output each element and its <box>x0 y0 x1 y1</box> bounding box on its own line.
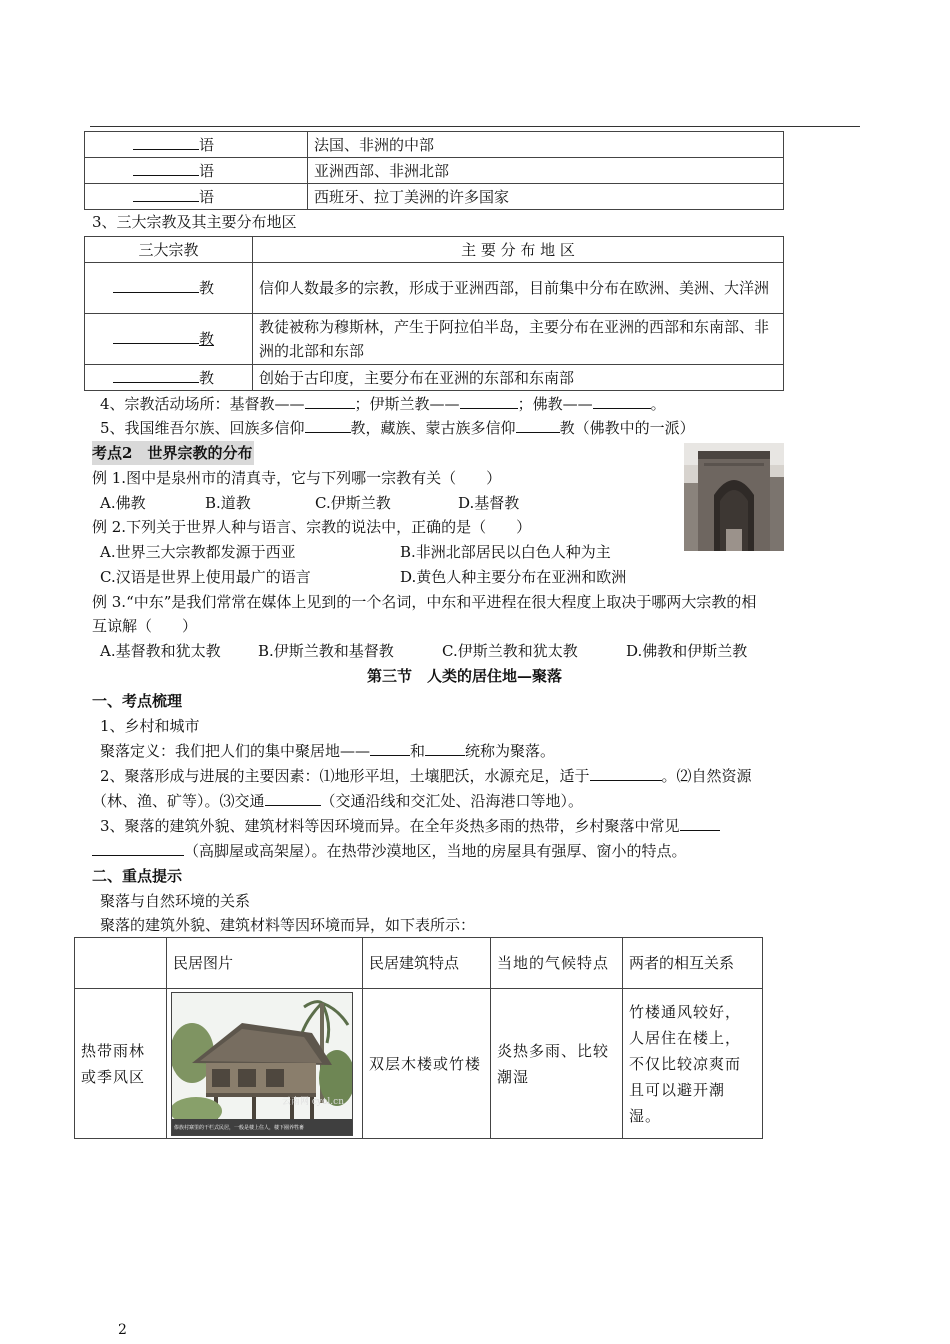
paragraph-3: 2、聚落形成与进展的主要因素：⑴地形平坦，土壤肥沃，水源充足，适于 。⑵自然资源 <box>100 767 752 785</box>
region-cell: 创始于古印度，主要分布在亚洲的东部和东南部 <box>253 365 784 391</box>
answer-blank[interactable] <box>460 393 518 409</box>
feature-cell: 双层木楼或竹楼 <box>363 989 491 1139</box>
header-cell: 民居建筑特点 <box>363 938 491 989</box>
table-row: 教 创始于古印度，主要分布在亚洲的东部和东南部 <box>85 365 784 391</box>
answer-blank[interactable] <box>113 367 199 383</box>
table-row: 语 西班牙、拉丁美洲的许多国家 <box>85 184 784 210</box>
example-2-question: 例 2.下列关于世界人种与语言、宗教的说法中，正确的是（ ） <box>92 518 532 536</box>
religion-table <box>84 236 784 391</box>
page-number: 2 <box>118 1322 127 1338</box>
paragraph-3-cont: （林、渔、矿等）。⑶交通 （交通沿线和交汇处、沿海港口等地）。 <box>92 792 584 810</box>
example-3-option-a[interactable]: A.基督教和犹太教 <box>100 642 221 660</box>
photo-cell <box>167 989 363 1139</box>
answer-blank[interactable] <box>133 134 199 150</box>
header-cell: 两者的相互关系 <box>623 938 763 989</box>
kaodian-2-heading: 考点2 世界宗教的分布 <box>92 441 254 465</box>
region-cell: 信仰人数最多的宗教，形成于亚洲西部，目前集中分布在欧洲、美洲、大洋洲 <box>253 263 784 314</box>
table-row: 语 亚洲西部、非洲北部 <box>85 158 784 184</box>
header-cell: 主 要 分 布 地 区 <box>253 237 784 263</box>
housing-table <box>74 937 763 1139</box>
table-row <box>75 989 763 1139</box>
region-cell: 法国、非洲的中部 <box>308 132 784 158</box>
stilt-house-illustration <box>172 993 352 1135</box>
table-row: 教 信仰人数最多的宗教，形成于亚洲西部，目前集中分布在欧洲、美洲、大洋洲 <box>85 263 784 314</box>
example-1-question: 例 1.图中是泉州市的清真寺，它与下列哪一宗教有关（ ） <box>92 469 502 487</box>
item-4: 4、宗教活动场所：基督教—— ；伊斯兰教—— ；佛教—— 。 <box>100 395 666 413</box>
example-1-option-b[interactable]: B.道教 <box>205 494 251 512</box>
example-3-option-c[interactable]: C.伊斯兰教和犹太教 <box>442 642 578 660</box>
example-3-question-cont: 互谅解（ ） <box>92 617 198 635</box>
item-5: 5、我国维吾尔族、回族多信仰 教，藏族、蒙古族多信仰 教（佛教中的一派） <box>100 419 695 437</box>
region-cell: 教徒被称为穆斯林，产生于阿拉伯半岛，主要分布在亚洲的西部和东南部、非洲的北部和东部 <box>253 314 784 365</box>
example-2-option-b[interactable]: B.非洲北部居民以白色人种为主 <box>400 543 611 561</box>
language-table <box>84 131 784 210</box>
answer-blank[interactable] <box>133 186 199 202</box>
region-cell: 亚洲西部、非洲北部 <box>308 158 784 184</box>
answer-blank[interactable] <box>680 815 720 831</box>
paragraph-6: 聚落的建筑外貌、建筑材料等因环境而异，如下表所示： <box>100 916 476 934</box>
section-3-title: 3、三大宗教及其主要分布地区 <box>92 213 297 231</box>
header-cell: 民居图片 <box>167 938 363 989</box>
mosque-photo <box>684 443 784 551</box>
table-header-row <box>85 237 784 263</box>
answer-blank[interactable] <box>425 740 465 756</box>
table-row: 教 教徒被称为穆斯林，产生于阿拉伯半岛，主要分布在亚洲的西部和东南部、非洲的北部和东部 <box>85 314 784 365</box>
answer-blank[interactable] <box>133 160 199 176</box>
answer-blank[interactable] <box>92 840 184 856</box>
stilt-house-photo <box>171 992 353 1136</box>
answer-blank[interactable] <box>305 417 351 433</box>
header-cell <box>75 938 167 989</box>
region-cell: 热带雨林或季风区 <box>75 989 167 1139</box>
example-3-option-d[interactable]: D.佛教和伊斯兰教 <box>626 642 748 660</box>
answer-blank[interactable] <box>593 393 651 409</box>
answer-blank[interactable] <box>265 790 321 806</box>
section-title: 第三节 人类的居住地—聚落 <box>367 667 563 685</box>
mosque-illustration <box>684 443 784 551</box>
example-1-option-c[interactable]: C.伊斯兰教 <box>315 494 391 512</box>
climate-cell: 炎热多雨、比较潮湿 <box>491 989 623 1139</box>
photo-caption: 傣族村寨里的干栏式民居，一般是楼上住人，楼下圈养牲畜 <box>174 1124 305 1131</box>
answer-blank[interactable] <box>370 740 410 756</box>
photo-watermark: 云南网 cyol.cn <box>282 1096 344 1107</box>
example-1-option-a[interactable]: A.佛教 <box>100 494 146 512</box>
example-2-option-d[interactable]: D.黄色人种主要分布在亚洲和欧洲 <box>400 568 627 586</box>
example-1-option-d[interactable]: D.基督教 <box>458 494 520 512</box>
answer-blank[interactable] <box>305 393 355 409</box>
header-cell: 三大宗教 <box>85 237 253 263</box>
example-3-option-b[interactable]: B.伊斯兰教和基督教 <box>258 642 394 660</box>
example-3-question: 例 3.“中东”是我们常常在媒体上见到的一个名词，中东和平进程在很大程度上取决于哪两大宗教的相 <box>92 593 757 611</box>
answer-blank[interactable] <box>113 328 199 344</box>
example-2-option-a[interactable]: A.世界三大宗教都发源于西亚 <box>100 543 296 561</box>
relation-cell: 竹楼通风较好，人居住在楼上，不仅比较凉爽而且可以避开潮湿。 <box>623 989 763 1139</box>
region-cell: 西班牙、拉丁美洲的许多国家 <box>308 184 784 210</box>
table-header-row <box>75 938 763 989</box>
table-row: 语 法国、非洲的中部 <box>85 132 784 158</box>
header-rule <box>90 126 860 127</box>
paragraph-2: 聚落定义：我们把人们的集中聚居地—— 和 统称为聚落。 <box>100 742 556 760</box>
header-cell: 当地的气候特点 <box>491 938 623 989</box>
heading-1: 一、考点梳理 <box>92 692 183 710</box>
answer-blank[interactable] <box>113 277 199 293</box>
answer-blank[interactable] <box>516 417 560 433</box>
paragraph-4-cont: （高脚屋或高架屋）。在热带沙漠地区，当地的房屋具有强厚、窗小的特点。 <box>92 839 687 863</box>
paragraph-1: 1、乡村和城市 <box>100 717 200 735</box>
paragraph-4: 3、聚落的建筑外貌、建筑材料等因环境而异。在全年炎热多雨的热带，乡村聚落中常见 <box>100 814 720 838</box>
example-2-option-c[interactable]: C.汉语是世界上使用最广的语言 <box>100 568 311 586</box>
heading-2: 二、重点提示 <box>92 867 183 885</box>
paragraph-5: 聚落与自然环境的关系 <box>100 892 251 910</box>
answer-blank[interactable] <box>590 765 662 781</box>
